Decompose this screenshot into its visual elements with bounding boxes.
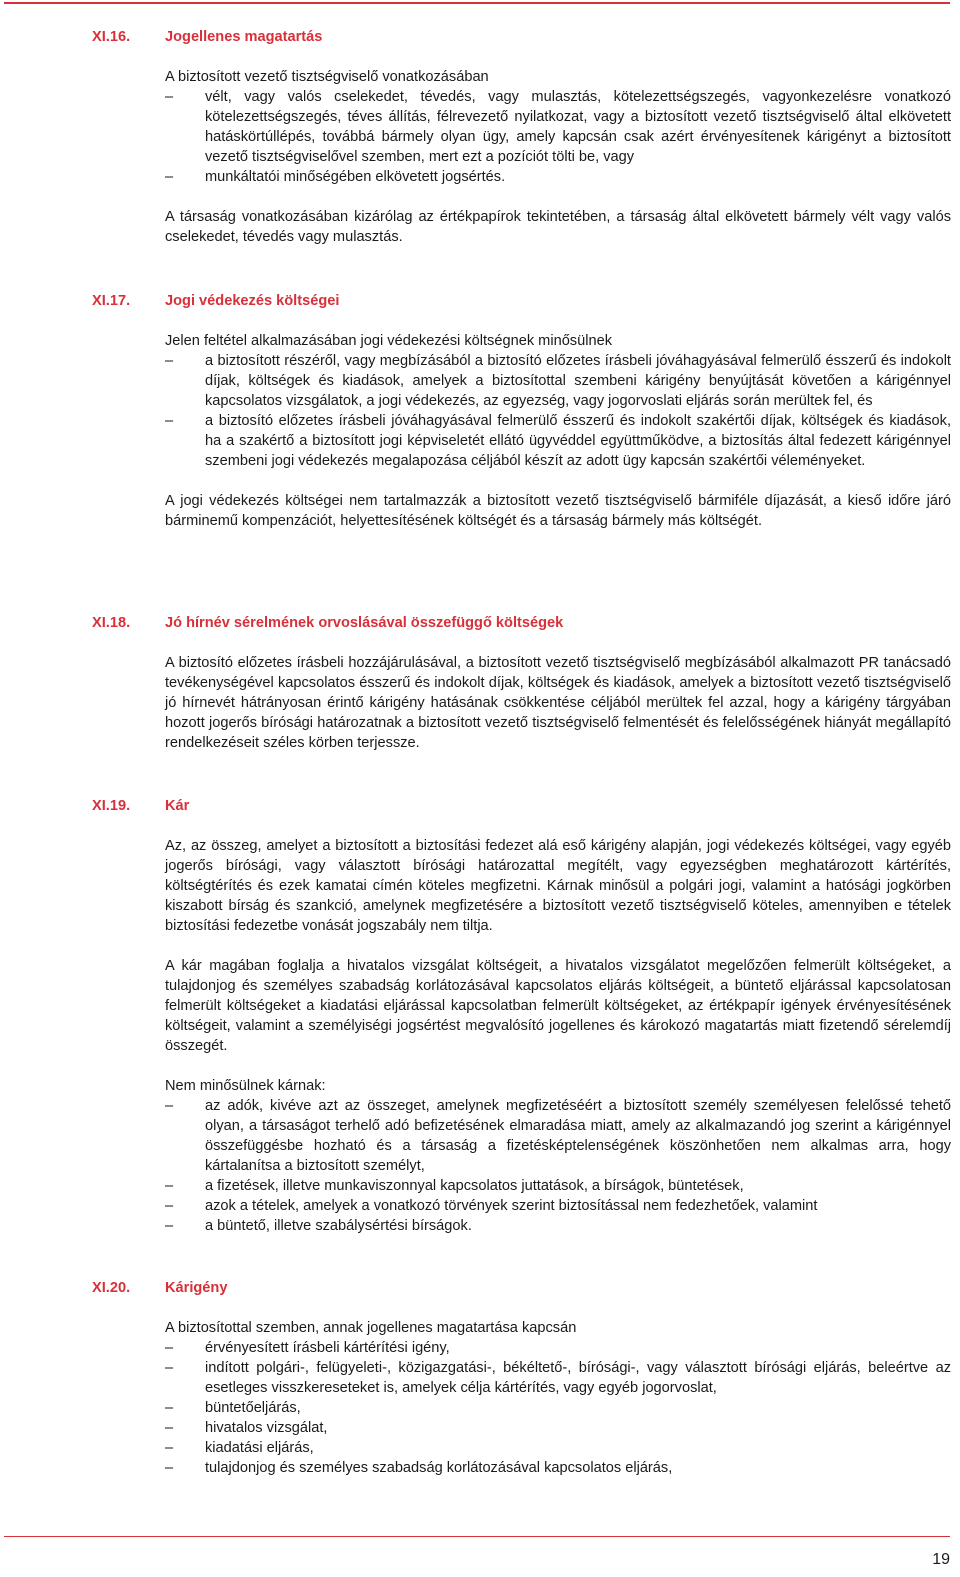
- list-item: – a fizetések, illetve munkaviszonnyal kapcsolatos juttatások, a bírságok, büntetések,: [165, 1176, 951, 1196]
- section-body: [165, 331, 951, 531]
- section-number: XI.20.: [92, 1280, 131, 1296]
- dash-list: [165, 87, 951, 187]
- bottom-rule: [4, 1536, 950, 1537]
- section-title: Kárigény: [165, 1280, 228, 1296]
- list-item: – tulajdonjog és személyes szabadság korlátozásával kapcsolatos eljárás,: [165, 1458, 951, 1478]
- section-body: [165, 836, 951, 1236]
- section-number: XI.17.: [92, 293, 131, 309]
- paragraph: Az, az összeg, amelyet a biztosított a biztosítási fedezet alá eső kárigény alapján, jogi védekezés költségei, vagy egyéb jogerős bírósági, vagy választott bírósági határozattal megítélt, vagy egyezségben meghatározott kártérítés, költségtérítés és ezek kamatai címén köteles megfizetni. Kárnak minősül a polgári jogi, valamint a hatósági jogkörben kiszabott bírság és szankció, amelynek megfizetésére a biztosított vezető tisztségviselő köteles, amennyiben e tételek biztosítási fedezetbe vonását jogszabály nem tiltja.: [165, 838, 951, 934]
- list-item: – vélt, vagy valós cselekedet, tévedés, vagy mulasztás, kötelezettségszegés, vagyonkezelésre vonatkozó kötelezettségszegés, téves állítás, félrevezető nyilatkozat, vagy a biztosított vezető tisztségviselő által elkövetett hatáskörtúllépés, továbbá bármely olyan ügy, amely kapcsán csak azért érvényesítenek kárigényt a biztosított vezető tisztségviselővel szemben, mert ezt a pozíciót tölti be, vagy: [165, 87, 951, 167]
- list-item: – a büntető, illetve szabálysértési bírságok.: [165, 1216, 951, 1236]
- list-item: – a biztosított részéről, vagy megbízásából a biztosító előzetes írásbeli jóváhagyásával felmerülő ésszerű és indokolt díjak, költségek és kiadások, amelyek a biztosítottal szembeni kárigény benyújtását követően a kárigénnyel kapcsolatos vizsgálatok, a jogi védekezés, az egyezség, vagy jogorvoslati eljárás során merültek fel, és: [165, 351, 951, 411]
- dash-list: [165, 1338, 951, 1478]
- list-item: – érvényesített írásbeli kártérítési igény,: [165, 1338, 951, 1358]
- section-number: XI.16.: [92, 29, 131, 45]
- section-title: Jogi védekezés költségei: [165, 293, 340, 309]
- section-body: [165, 1318, 951, 1478]
- list-item: – hivatalos vizsgálat,: [165, 1418, 951, 1438]
- list-item: – a biztosító előzetes írásbeli jóváhagyásával felmerülő ésszerű és indokolt szakértői díjak, költségek és kiadások, ha a szakértő a biztosított jogi képviseletét ellátó ügyvéddel együttműködve, a biztosítás által fedezett kárigénnyel szembeni jogi védekezés megalapozása céljából készít az adott ügy kapcsán szakértői véleményeket.: [165, 411, 951, 471]
- list-item: – munkáltatói minőségében elkövetett jogsértés.: [165, 167, 951, 187]
- section-title: Kár: [165, 798, 190, 814]
- dash-list: [165, 1096, 951, 1236]
- dash-list: [165, 351, 951, 471]
- section-body: [165, 653, 951, 753]
- section-title: Jogellenes magatartás: [165, 29, 323, 45]
- section-body: [165, 67, 951, 247]
- list-item: – büntetőeljárás,: [165, 1398, 951, 1418]
- list-item: – indított polgári-, felügyeleti-, közigazgatási-, békéltető-, bírósági-, vagy választott bírósági eljárás, beleértve az esetleges visszkereseteket is, amelyek célja kártérítés, vagy egyéb jogorvoslat,: [165, 1358, 951, 1398]
- paragraph: Nem minősülnek kárnak:: [165, 1078, 326, 1094]
- paragraph: A társaság vonatkozásában kizárólag az értékpapírok tekintetében, a társaság által elkövetett bármely vélt vagy valós cselekedet, tévedés vagy mulasztás.: [165, 209, 951, 245]
- paragraph: A biztosítottal szemben, annak jogellenes magatartása kapcsán: [165, 1320, 577, 1336]
- section-title: Jó hírnév sérelmének orvoslásával összefüggő költségek: [165, 615, 564, 631]
- paragraph: A biztosító előzetes írásbeli hozzájárulásával, a biztosított vezető tisztségviselő megbízásából alkalmazott PR tanácsadó tevékenységével kapcsolatos ésszerű és indokolt díjak, költségek és kiadások, amelyek a biztosított vezető tisztségviselő jó hírnevét hátrányosan érintő kárigény hatásának csökkentése céljából merültek fel azzal, hogy a kárigény tárgyában hozott jogerős bírósági határozatnak a biztosított vezető tisztségviselő felmentését és felelősségének hiányát megállapító rendelkezéseit széles körben terjessze.: [165, 655, 951, 751]
- list-item: – azok a tételek, amelyek a vonatkozó törvények szerint biztosítással nem fedezhetőek, valamint: [165, 1196, 951, 1216]
- top-rule: [4, 2, 950, 4]
- section-number: XI.19.: [92, 798, 131, 814]
- page-number: 19: [932, 1551, 950, 1568]
- paragraph: A biztosított vezető tisztségviselő vonatkozásában: [165, 69, 489, 85]
- paragraph: A jogi védekezés költségei nem tartalmazzák a biztosított vezető tisztségviselő bármiféle díjazását, a kieső időre járó bárminemű kompenzációt, helyettesítésének költségét és a társaság bármely más költségét.: [165, 493, 951, 529]
- section-number: XI.18.: [92, 615, 131, 631]
- list-item: – az adók, kivéve azt az összeget, amelynek megfizetéséért a biztosított személy személyesen felelőssé tehető olyan, a társaságot terhelő adó befizetésének elmaradása miatt, amely az alkalmazandó jog szerint a kárigénnyel összefüggésbe hozható és a társaság a fizetésképtelenségének köszönhetően nem alkalmas arra, hogy kártalanítsa a biztosított személyt,: [165, 1096, 951, 1176]
- paragraph: A kár magában foglalja a hivatalos vizsgálat költségeit, a hivatalos vizsgálatot megelőzően felmerült költségeket, a tulajdonjog és személyes szabadság korlátozásával kapcsolatos eljárás költségeit, a büntető eljárással kapcsolatosan felmerült költségeket a kiadatási eljárással kapcsolatban felmerült költségeket, az értékpapír igények érvényesítésének költségeit, valamint a személyiségi jogsértést megvalósító jogellenes és károkozó magatartás miatt fizetendő sérelemdíj összegét.: [165, 958, 951, 1054]
- list-item: – kiadatási eljárás,: [165, 1438, 951, 1458]
- paragraph: Jelen feltétel alkalmazásában jogi védekezési költségnek minősülnek: [165, 333, 612, 349]
